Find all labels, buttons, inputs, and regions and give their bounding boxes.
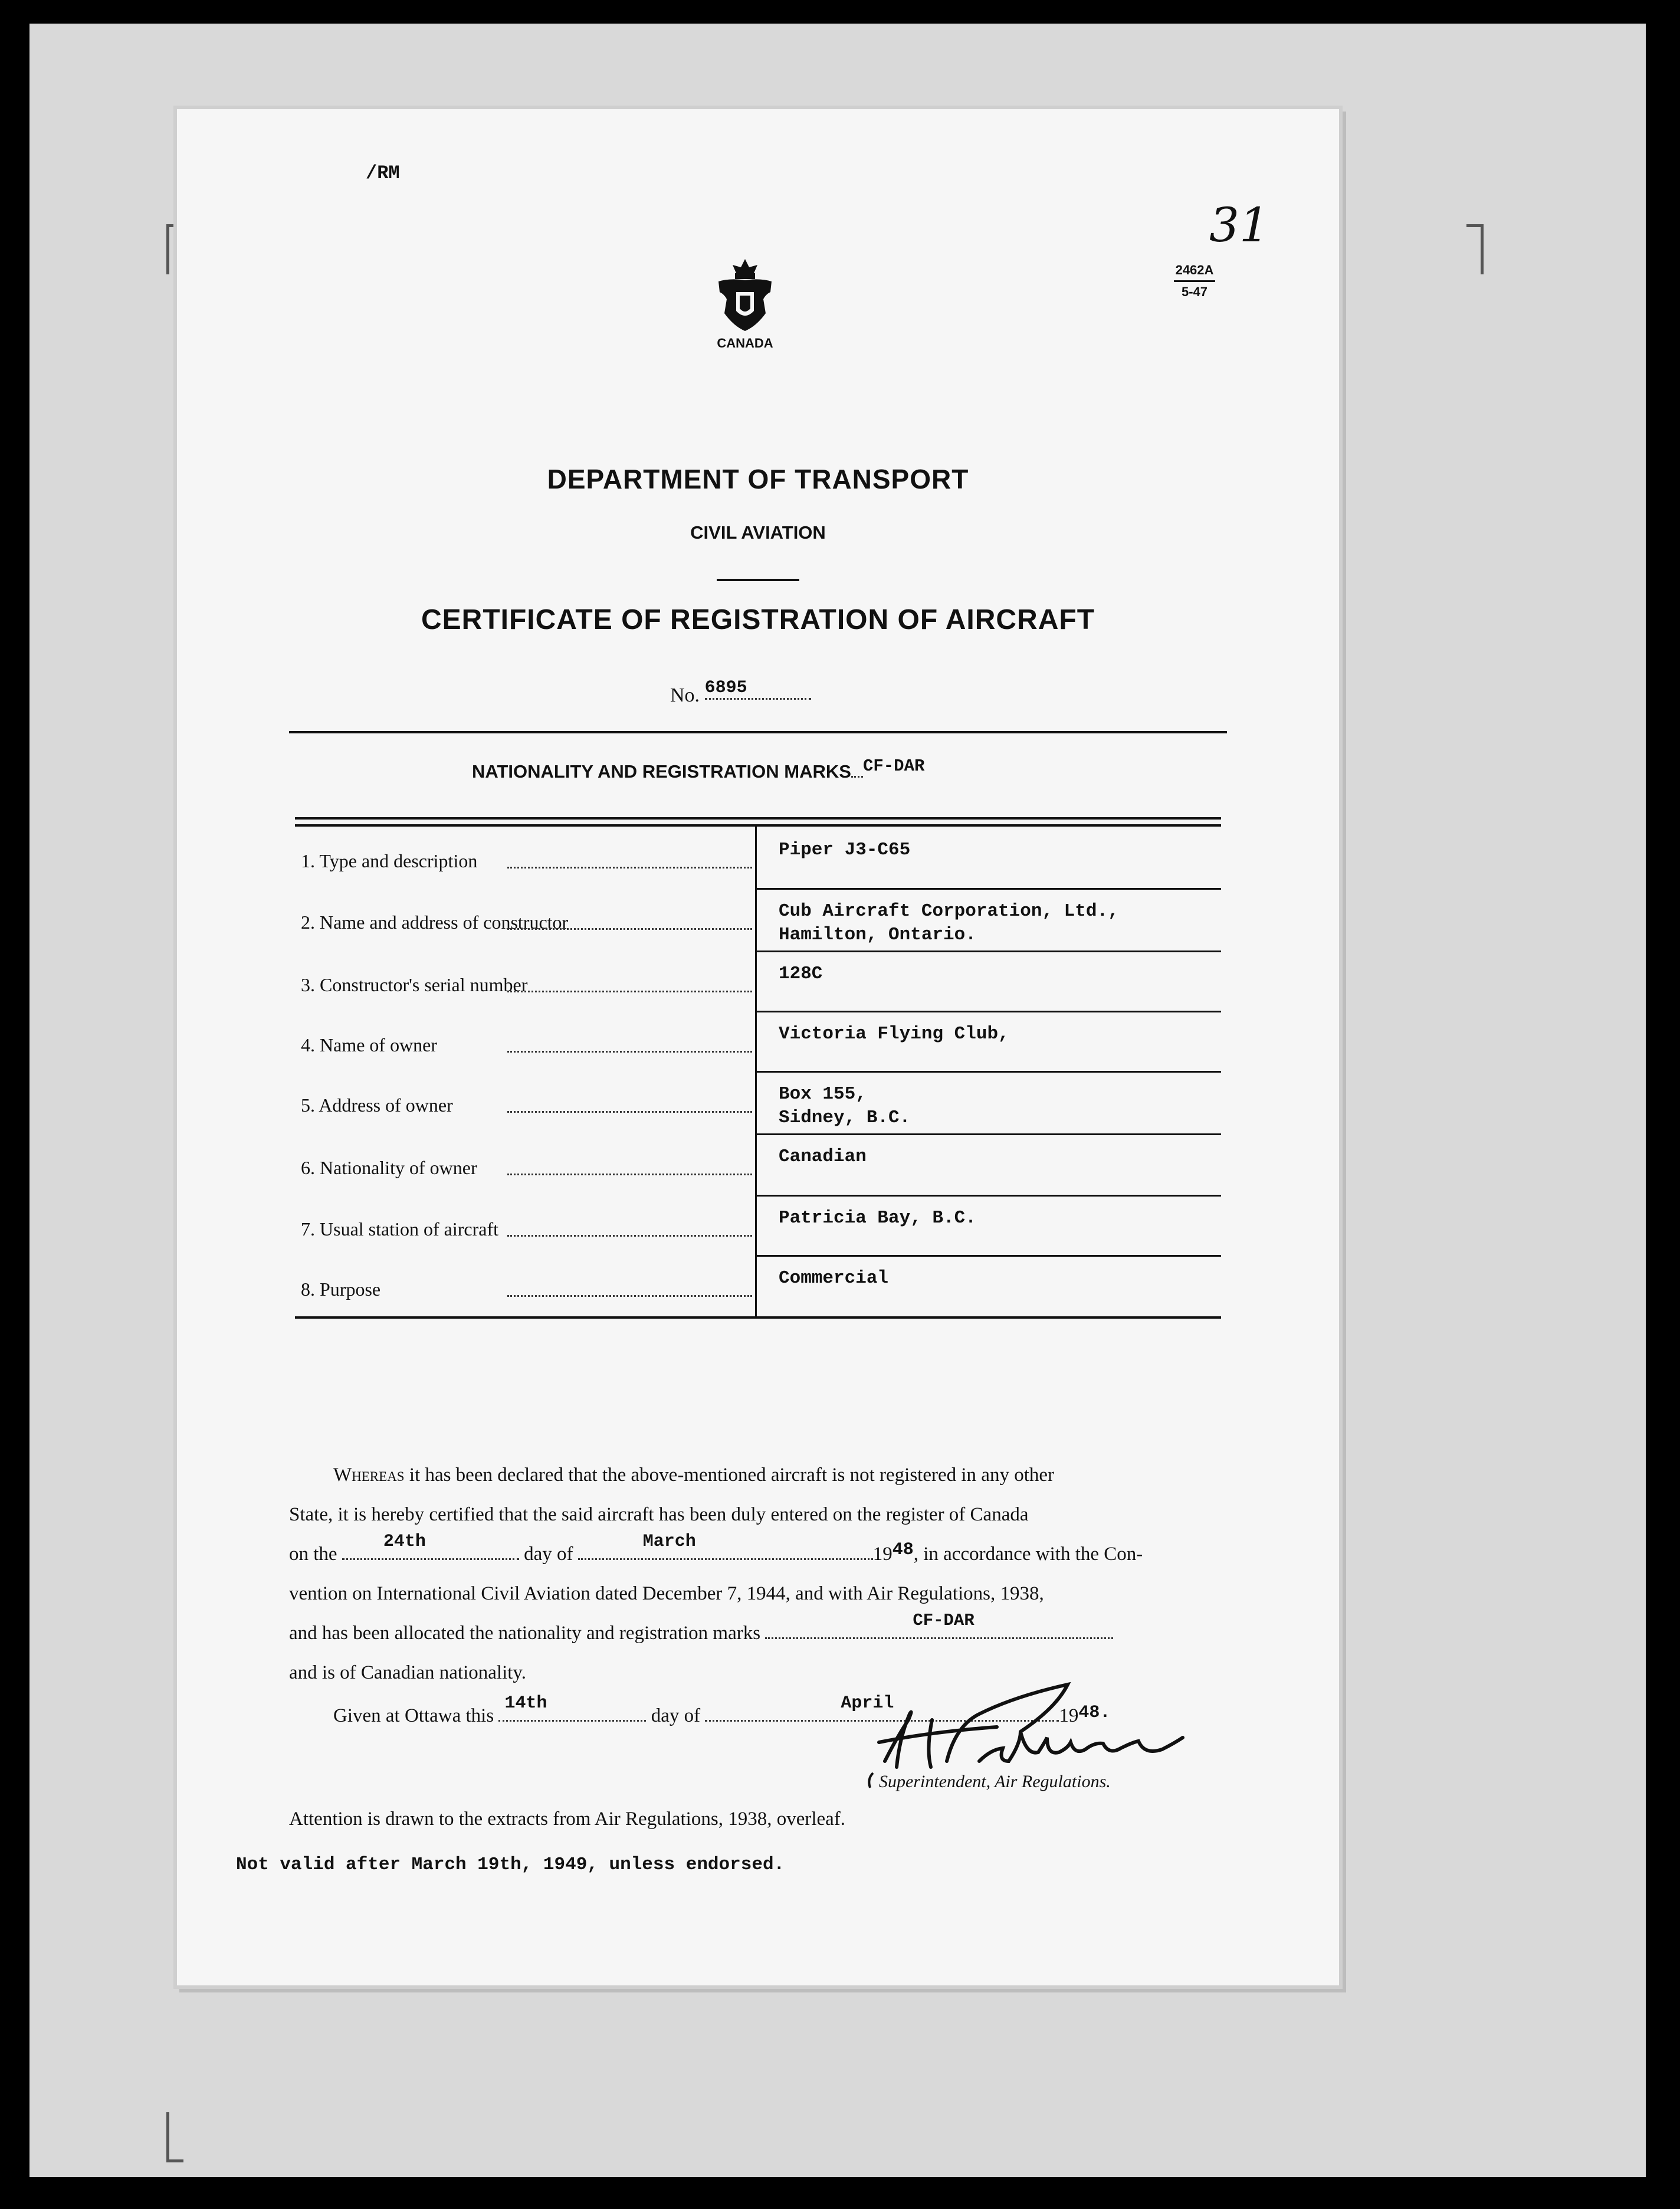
table-row-divider: [757, 1195, 1221, 1197]
table-row-leader-dots: [507, 1295, 752, 1297]
table-row-leader-dots: [507, 1051, 752, 1053]
whereas-word: Whereas: [333, 1464, 405, 1486]
certificate-title: CERTIFICATE OF REGISTRATION OF AIRCRAFT: [421, 604, 1095, 635]
table-row-value: Victoria Flying Club,: [779, 1024, 1009, 1044]
declaration-line-1: [333, 1456, 1054, 1494]
allocated-marks-value: CF-DAR: [913, 1611, 974, 1630]
table-row-label: 5. Address of owner: [301, 1094, 453, 1116]
table-row-label: 6. Nationality of owner: [301, 1157, 477, 1178]
certificate-sheet: [177, 109, 1339, 1985]
table-row-value: Cub Aircraft Corporation, Ltd., Hamilton, Ontario.: [779, 901, 1119, 945]
branch-underline: [717, 579, 799, 581]
certificate-number: [670, 678, 811, 709]
table-row-divider: [757, 1133, 1221, 1135]
validity-note: Not valid after March 19th, 1949, unless endorsed.: [236, 1854, 785, 1875]
table-row-value: Piper J3-C65: [779, 840, 911, 860]
declaration-day-value: 24th: [383, 1532, 426, 1552]
allocated-marks-text: and has been allocated the nationality and registration marks: [289, 1623, 761, 1644]
table-row-leader-dots: [507, 991, 752, 992]
certificate-number-value: 6895: [705, 678, 811, 700]
declaration-line-5: [289, 1611, 1113, 1653]
form-number-date: 5-47: [1181, 284, 1208, 299]
declaration-line-3: [289, 1532, 1143, 1575]
header-divider: [289, 731, 1227, 733]
bleed-line: [1085, 342, 1090, 380]
table-row-label: 8. Purpose: [301, 1279, 381, 1300]
table-row-divider: [757, 1071, 1221, 1073]
given-day-of-text: day of: [651, 1705, 701, 1726]
table-row-label: 7. Usual station of aircraft: [301, 1218, 498, 1240]
registration-marks: [472, 756, 925, 783]
signature-title: Superintendent, Air Regulations.: [879, 1772, 1111, 1791]
canada-coat-of-arms-icon: [713, 257, 777, 333]
table-row-leader-dots: [507, 867, 752, 868]
form-number: [1174, 263, 1215, 300]
declaration-line-6: and is of Canadian nationality.: [289, 1662, 527, 1683]
day-of-text: day of: [524, 1543, 573, 1565]
table-row-label: 2. Name and address of constructor: [301, 912, 569, 933]
attention-note: Attention is drawn to the extracts from Air Regulations, 1938, overleaf.: [289, 1808, 846, 1830]
table-row-divider: [757, 1011, 1221, 1012]
table-row-divider: [757, 951, 1221, 952]
table-row-label: 1. Type and description: [301, 850, 478, 871]
given-year-prefix: 19: [1059, 1705, 1079, 1726]
initials-stamp: /RM: [366, 162, 400, 184]
registration-marks-value: CF-DAR: [862, 756, 925, 776]
given-at-text: Given at Ottawa this: [333, 1705, 494, 1726]
given-day-field: [498, 1693, 646, 1722]
declaration-text-1: it has been declared that the above-mentioned aircraft is not registered in any other: [409, 1464, 1055, 1486]
registration-marks-label: NATIONALITY AND REGISTRATION MARKS: [472, 761, 851, 782]
branch-title: CIVIL AVIATION: [690, 522, 826, 543]
table-top-rule-2: [295, 824, 1221, 827]
form-number-code: 2462A: [1174, 263, 1215, 282]
declaration-month-field: [578, 1532, 873, 1560]
registration-marks-dots: [851, 776, 863, 778]
table-row-leader-dots: [507, 1111, 752, 1113]
table-row-value: 128C: [779, 963, 823, 984]
corner-mark-top-right: [1466, 224, 1484, 274]
table-row-label: 3. Constructor's serial number: [301, 974, 528, 995]
given-day-value: 14th: [504, 1693, 547, 1713]
table-row-leader-dots: [507, 1235, 752, 1237]
declaration-month-value: March: [642, 1532, 696, 1552]
declaration-line-3-tail: , in accordance with the Con-: [913, 1543, 1143, 1565]
certificate-number-label: No.: [670, 684, 700, 706]
declaration-line-4: vention on International Civil Aviation dated December 7, 1944, and with Air Regulations, 1938,: [289, 1583, 1044, 1604]
declaration-year-prefix: 19: [872, 1543, 892, 1565]
table-row-value: Box 155, Sidney, B.C.: [779, 1084, 911, 1128]
table-row-value: Patricia Bay, B.C.: [779, 1208, 976, 1228]
table-row-leader-dots: [507, 1174, 752, 1175]
table-row-divider: [757, 1255, 1221, 1257]
bleed-through-text: [1085, 342, 1090, 380]
department-title: DEPARTMENT OF TRANSPORT: [547, 464, 969, 494]
table-bottom-rule: [295, 1316, 1221, 1319]
table-row-label: 4. Name of owner: [301, 1034, 438, 1056]
handwritten-page-number: 31: [1209, 198, 1269, 253]
on-the-text: on the: [289, 1543, 337, 1565]
declaration-line-2: State, it is hereby certified that the said aircraft has been duly entered on the register of Canada: [289, 1504, 1029, 1525]
declaration-year-suffix: 48: [892, 1540, 914, 1560]
allocated-marks-field: [765, 1611, 1113, 1639]
table-top-rule-1: [295, 817, 1221, 820]
table-row-value: Canadian: [779, 1146, 867, 1167]
declaration-day-field: [342, 1532, 519, 1560]
given-month-value: April: [841, 1693, 894, 1713]
corner-mark-bottom-left: [166, 2112, 183, 2162]
table-row-leader-dots: [507, 928, 752, 930]
table-row-divider: [757, 888, 1221, 890]
country-label: CANADA: [717, 336, 773, 350]
given-year-suffix: 48.: [1078, 1703, 1111, 1723]
table-row-value: Commercial: [779, 1268, 889, 1289]
